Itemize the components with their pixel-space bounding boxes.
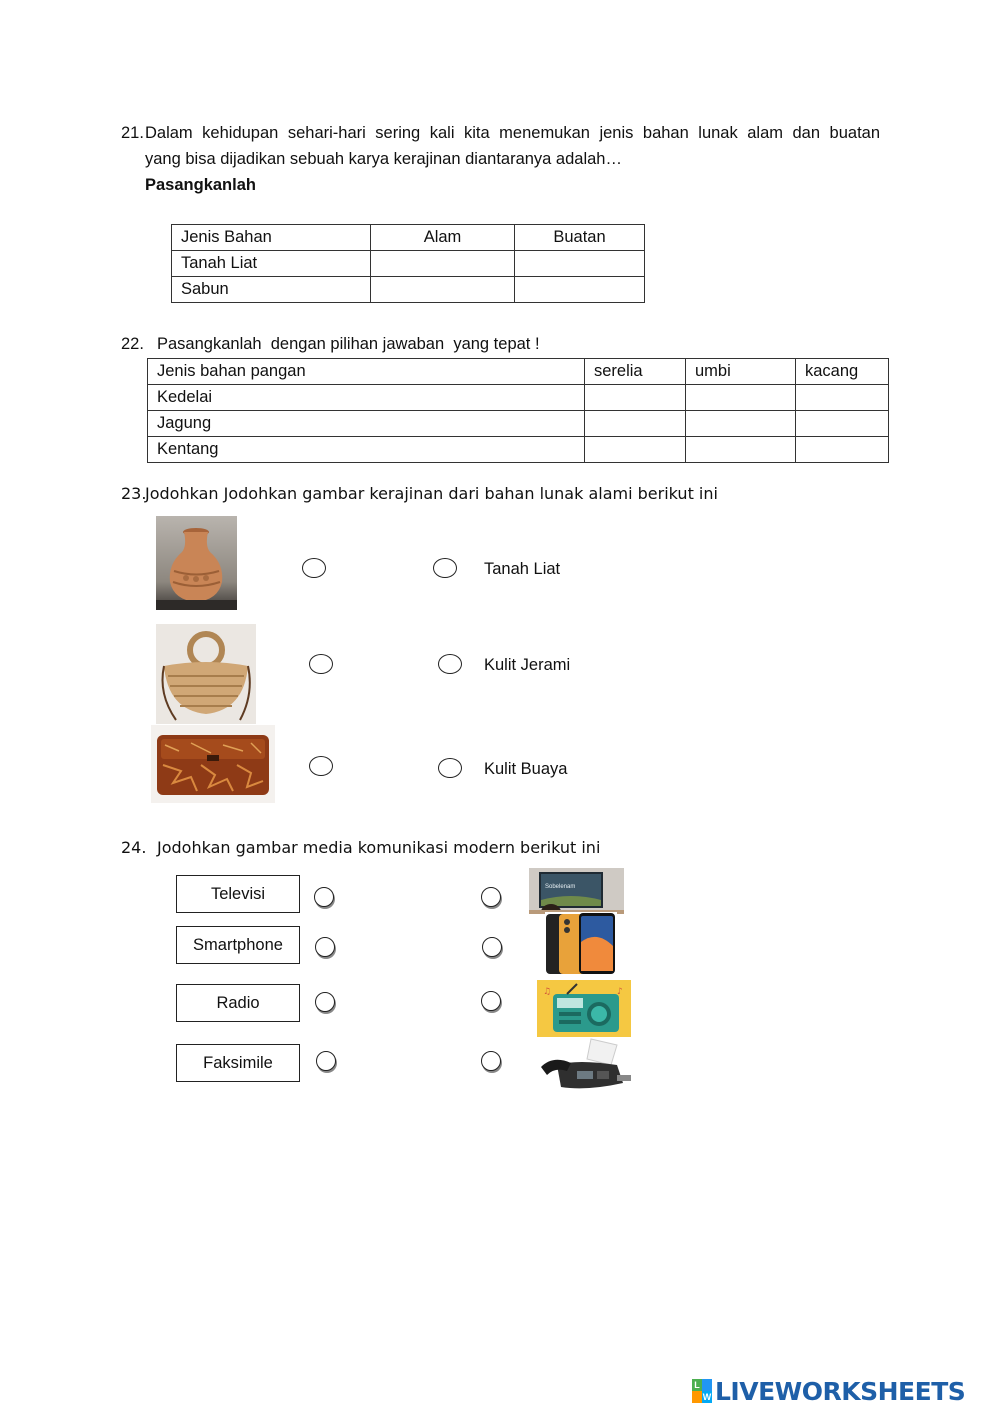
header-jenis-bahan-pangan: Jenis bahan pangan: [148, 359, 585, 385]
q23-number: 23.: [121, 484, 147, 503]
logo-icon: [692, 1379, 712, 1403]
q21-line1: Dalam kehidupan sehari-hari sering kali kita menemukan jenis bahan lunak alam dan buatan: [145, 124, 880, 142]
option-kulit-jerami: Kulit Jerami: [484, 656, 571, 674]
radio-image: [537, 980, 631, 1037]
q22-number: 22.: [121, 335, 144, 353]
label-smartphone: Smartphone: [176, 926, 300, 964]
answer-cell[interactable]: [796, 385, 889, 411]
q22-text: Pasangkanlah dengan pilihan jawaban yang tepat !: [157, 335, 540, 353]
q24-number: 24.: [121, 838, 147, 857]
match-dot-left-3[interactable]: [309, 756, 333, 776]
header-jenis-bahan: Jenis Bahan: [172, 225, 371, 251]
fax-machine-image: [537, 1037, 631, 1097]
match-dot-right-2[interactable]: [438, 654, 462, 674]
row-label: Jagung: [148, 411, 585, 437]
logo-letter-w: W: [702, 1392, 712, 1402]
match-dot-right-radio[interactable]: [481, 991, 501, 1011]
table-header-row: [148, 359, 889, 385]
liveworksheets-logo: [692, 1376, 990, 1406]
row-label: Kedelai: [148, 385, 585, 411]
label-radio: Radio: [176, 984, 300, 1022]
straw-bag-image: [156, 624, 256, 724]
table-row: [148, 411, 889, 437]
logo-block-blue: [702, 1379, 712, 1391]
q23-text: Jodohkan Jodohkan gambar kerajinan dari bahan lunak alami berikut ini: [145, 484, 718, 503]
row-label: Sabun: [172, 277, 371, 303]
q21-instruction: Pasangkanlah: [145, 176, 256, 194]
answer-cell[interactable]: [585, 437, 686, 463]
header-umbi: umbi: [686, 359, 796, 385]
match-dot-right-tv[interactable]: [481, 887, 501, 907]
option-tanah-liat: Tanah Liat: [484, 560, 561, 578]
q24-text: Jodohkan gambar media komunikasi modern berikut ini: [157, 838, 601, 857]
table-row: [172, 277, 645, 303]
match-dot-left-radio[interactable]: [315, 992, 335, 1012]
answer-cell[interactable]: [585, 385, 686, 411]
answer-cell[interactable]: [371, 277, 515, 303]
answer-cell[interactable]: [515, 251, 645, 277]
svg-text:♪: ♪: [617, 987, 623, 997]
table-row: [148, 385, 889, 411]
match-dot-left-1[interactable]: [302, 558, 326, 578]
table-row: [148, 437, 889, 463]
logo-text: LIVEWORKSHEETS: [715, 1376, 966, 1406]
match-dot-right-fax[interactable]: [481, 1051, 501, 1071]
match-dot-left-2[interactable]: [309, 654, 333, 674]
q22-table: [147, 358, 889, 463]
television-image: [529, 868, 624, 914]
q21-table: [171, 224, 645, 303]
label-televisi: Televisi: [176, 875, 300, 913]
match-dot-left-fax[interactable]: [316, 1051, 336, 1071]
header-alam: Alam: [371, 225, 515, 251]
match-dot-left-tv[interactable]: [314, 887, 334, 907]
answer-cell[interactable]: [371, 251, 515, 277]
answer-cell[interactable]: [686, 437, 796, 463]
answer-cell[interactable]: [686, 411, 796, 437]
logo-letter-l: L: [692, 1379, 702, 1391]
answer-cell[interactable]: [515, 277, 645, 303]
match-dot-right-1[interactable]: [433, 558, 457, 578]
smartphone-image: [545, 912, 617, 975]
header-serelia: serelia: [585, 359, 686, 385]
label-faksimile: Faksimile: [176, 1044, 300, 1082]
header-buatan: Buatan: [515, 225, 645, 251]
table-header-row: [172, 225, 645, 251]
match-dot-left-smartphone[interactable]: [315, 937, 335, 957]
q21-number: 21.: [121, 124, 144, 142]
match-dot-right-smartphone[interactable]: [482, 937, 502, 957]
svg-text:♫: ♫: [543, 987, 552, 997]
match-dot-right-3[interactable]: [438, 758, 462, 778]
q21-line2: yang bisa dijadikan sebuah karya kerajinan diantaranya adalah…: [145, 150, 622, 168]
option-kulit-buaya: Kulit Buaya: [484, 760, 568, 778]
answer-cell[interactable]: [796, 411, 889, 437]
crocodile-leather-bag-image: [151, 725, 275, 803]
logo-block-orange: [692, 1391, 702, 1403]
answer-cell[interactable]: [796, 437, 889, 463]
table-row: [172, 251, 645, 277]
answer-cell[interactable]: [585, 411, 686, 437]
tv-screen-text: Sobelenam: [545, 884, 576, 890]
row-label: Tanah Liat: [172, 251, 371, 277]
header-kacang: kacang: [796, 359, 889, 385]
row-label: Kentang: [148, 437, 585, 463]
clay-vase-image: [156, 516, 237, 610]
answer-cell[interactable]: [686, 385, 796, 411]
